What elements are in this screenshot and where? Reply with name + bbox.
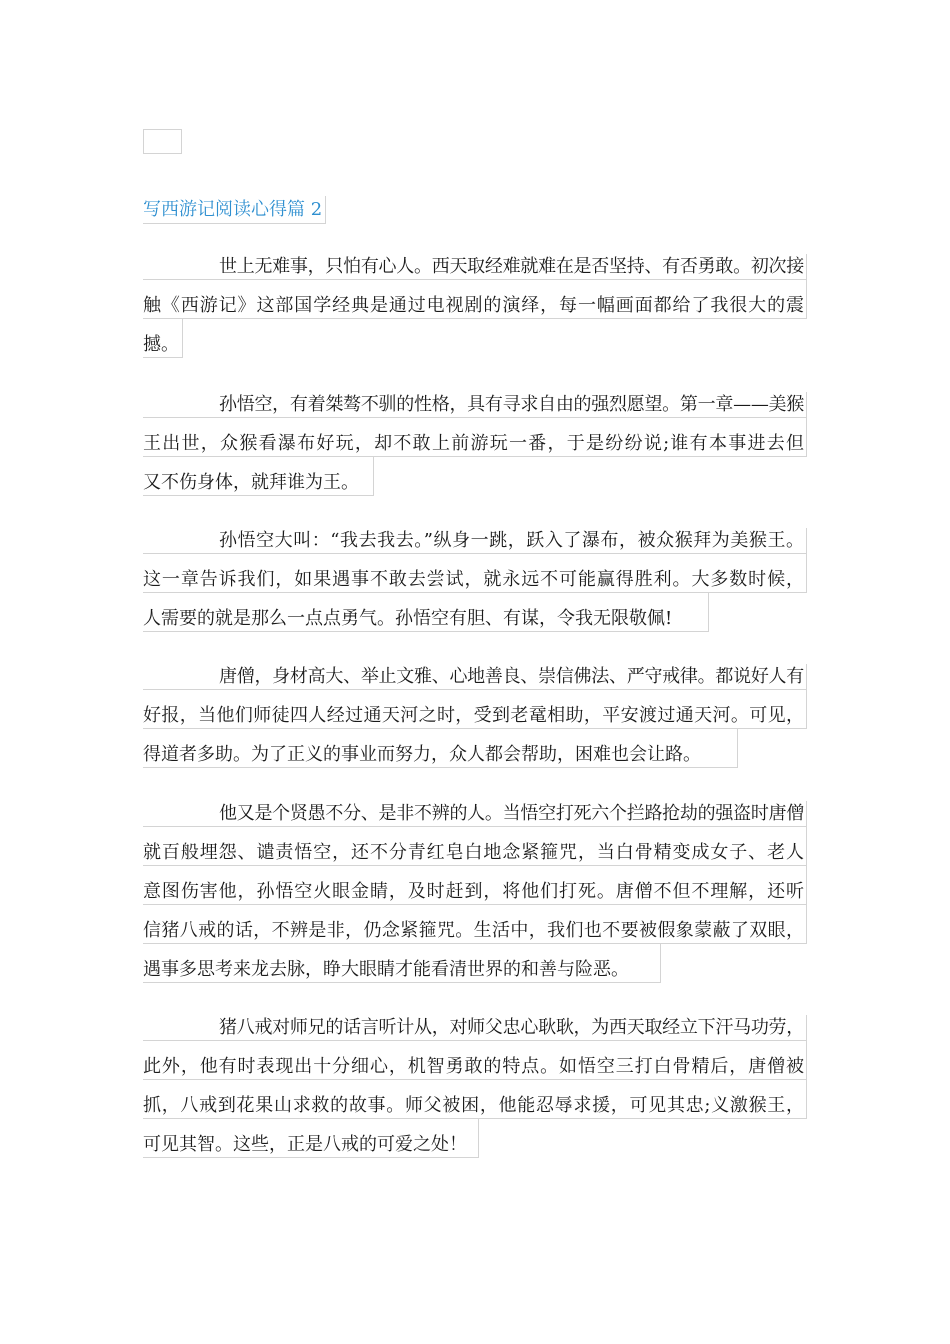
section-title: 写西游记阅读心得篇 2 (143, 196, 326, 224)
paragraph-line: 又不伤身体，就拜谁为王。 (143, 457, 374, 496)
paragraph-line: 撼。 (143, 319, 183, 358)
paragraph-line: 得道者多助。为了正义的事业而努力，众人都会帮助，困难也会让路。 (143, 729, 738, 768)
paragraph-line: 信猪八戒的话，不辨是非，仍念紧箍咒。生活中，我们也不要被假象蒙蔽了双眼， (143, 905, 807, 944)
paragraph-line: 猪八戒对师兄的话言听计从，对师父忠心耿耿，为西天取经立下汗马功劳， (143, 1015, 807, 1041)
paragraph-line: 唐僧，身材高大、举止文雅、心地善良、崇信佛法、严守戒律。都说好人有 (143, 664, 807, 690)
paragraph-2 (143, 392, 807, 496)
paragraph-line: 就百般埋怨、谴责悟空，还不分青红皂白地念紧箍咒，当白骨精变成女子、老人 (143, 827, 807, 866)
paragraph-line: 人需要的就是那么一点点勇气。孙悟空有胆、有谋，令我无限敬佩! (143, 593, 709, 632)
paragraph-line: 世上无难事，只怕有心人。西天取经难就难在是否坚持、有否勇敢。初次接 (143, 254, 807, 280)
paragraph-5 (143, 801, 807, 983)
paragraph-4 (143, 664, 807, 768)
paragraph-line: 他又是个贤愚不分、是非不辨的人。当悟空打死六个拦路抢劫的强盗时唐僧 (143, 801, 807, 827)
paragraph-line: 孙悟空，有着桀骜不驯的性格，具有寻求自由的强烈愿望。第一章——美猴 (143, 392, 807, 418)
paragraph-6 (143, 1015, 807, 1158)
paragraph-line: 这一章告诉我们，如果遇事不敢去尝试，就永远不可能赢得胜利。大多数时候， (143, 554, 807, 593)
empty-header-box (143, 129, 182, 154)
paragraph-line: 意图伤害他，孙悟空火眼金睛，及时赶到，将他们打死。唐僧不但不理解，还听 (143, 866, 807, 905)
paragraph-line: 可见其智。这些，正是八戒的可爱之处！ (143, 1119, 479, 1158)
paragraph-line: 孙悟空大叫：“我去我去。”纵身一跳，跃入了瀑布，被众猴拜为美猴王。 (143, 528, 807, 554)
paragraph-line: 王出世，众猴看瀑布好玩，却不敢上前游玩一番，于是纷纷说;谁有本事进去但 (143, 418, 807, 457)
paragraph-line: 抓，八戒到花果山求救的故事。师父被困，他能忍辱求援，可见其忠;义激猴王， (143, 1080, 807, 1119)
paragraph-line: 此外，他有时表现出十分细心，机智勇敢的特点。如悟空三打白骨精后，唐僧被 (143, 1041, 807, 1080)
paragraph-line: 遇事多思考来龙去脉，睁大眼睛才能看清世界的和善与险恶。 (143, 944, 661, 983)
paragraph-line: 触《西游记》这部国学经典是通过电视剧的演绎，每一幅画面都给了我很大的震 (143, 280, 807, 319)
paragraph-line: 好报，当他们师徒四人经过通天河之时，受到老鼋相助，平安渡过通天河。可见， (143, 690, 807, 729)
paragraph-1 (143, 254, 807, 358)
paragraph-3 (143, 528, 807, 632)
